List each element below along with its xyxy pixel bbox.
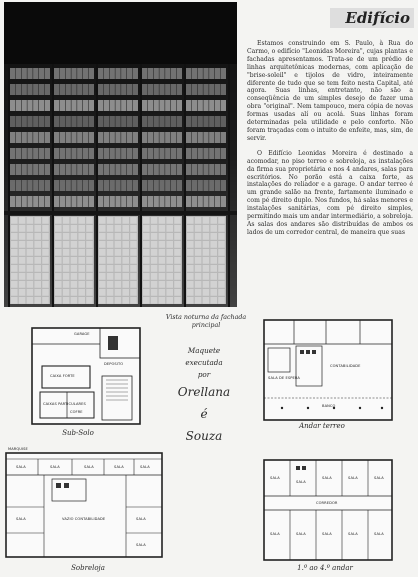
plan-label: BANCO <box>322 404 336 408</box>
facade-night-photo <box>4 2 237 307</box>
plan-label: VAZIO CONTABILIDADE <box>62 517 106 521</box>
article-text <box>247 40 413 237</box>
article-paragraph: O Edifício Leonidas Moreira é destinado a acomodar, no piso terreo e sobreloja, as instalações da firma sua proprietária e nos 4 andares, salas para escritórios. No porão está a caixa forte, as instalações do reliador e a garage. O andar terreo é um grande salão na frente, fartamente iluminado e com pé direito duplo. Nos fundos, há salas menores e instalações sanitárias, com pé direito simples, permitindo mais um andar intermediário, a sobreloja. As salas dos andares são distribuídas de ambos os lados de um corredor central, de maneira que suas <box>247 149 413 236</box>
plan-label: CAIXAS PARTICULARES <box>43 402 86 406</box>
plan-label: SALA DE ESPERA <box>268 376 300 380</box>
floor-plan-sobreloja <box>4 445 164 561</box>
plan-caption-subsolo: Sub-Solo <box>62 429 94 437</box>
model-credit-line: por <box>197 370 211 379</box>
plan-label: SALA <box>296 532 306 536</box>
floor-plan-subsolo <box>30 326 142 426</box>
floor-plan-terreo <box>262 318 394 422</box>
plan-label: SALA <box>374 476 384 480</box>
plan-label: MARQUISE <box>8 447 28 451</box>
plan-label: SALA <box>114 465 124 469</box>
article-paragraph: Estamos construindo em S. Paulo, à Rua do Carmo, o edifício "Leonidas Moreira", cujas plantas e fachadas apresentamos. Trata-se de um prédio de linhas arquitetônicas modernas, com aplicação de "brise-soleil" e tijolos de vidro, inteiramente diferente de tudo que se tem feito nesta Capital, até agora. Suas linhas, entretanto, não são a conseqüência de um simples desejo de fazer uma obra "original". Nem tampouco, mera cópia de novas formas usadas alí ou acolá. Suas linhas foram determinadas pela utilidade e pelo conforto. Não foram traçadas com o intuito de enfeite, mas, sim, de servir. <box>247 40 413 142</box>
plan-caption-sobreloja: Sobreloja <box>71 564 105 572</box>
plan-label: SALA <box>136 517 146 521</box>
facade-grid-illustration <box>4 2 237 307</box>
plan-label: SALA <box>50 465 60 469</box>
plan-label: DEPOSITO <box>104 362 124 366</box>
floor-plan-drawing <box>262 458 394 562</box>
plan-label: SALA <box>296 480 306 484</box>
model-credit-line: executada <box>185 358 223 367</box>
plan-label: SALA <box>16 465 26 469</box>
plan-label: CAIXA FORTE <box>50 374 75 378</box>
model-credit-line: Maquete <box>187 346 221 355</box>
model-credit-name: é <box>200 407 208 421</box>
plan-label: GARAGE <box>74 332 90 336</box>
plan-label: SALA <box>16 517 26 521</box>
plan-label: SALA <box>322 476 332 480</box>
plan-label: CONTABILIDADE <box>330 364 361 368</box>
plan-label: SALA <box>270 476 280 480</box>
model-credit <box>164 345 244 447</box>
plan-label: SALA <box>348 532 358 536</box>
plan-label: SALA <box>374 532 384 536</box>
plan-caption-terreo: Andar terreo <box>299 422 345 430</box>
model-credit-name: Souza <box>185 429 223 443</box>
plan-label: SALA <box>136 543 146 547</box>
plan-label: SALA <box>322 532 332 536</box>
plan-caption-andar: 1.º ao 4.º andar <box>297 564 353 572</box>
plan-label: SALA <box>140 465 150 469</box>
plan-label: COFRE <box>70 410 83 414</box>
photo-caption: Vista noturna da fachada principal <box>165 314 247 329</box>
floor-plan-andar <box>262 458 394 562</box>
plan-label: SALA <box>84 465 94 469</box>
section-title: Edifício <box>330 8 414 28</box>
plan-label: SALA <box>348 476 358 480</box>
plan-label: CORREDOR <box>316 501 338 505</box>
floor-plan-drawing <box>30 326 142 426</box>
plan-label: SALA <box>270 532 280 536</box>
model-credit-name: Orellana <box>177 385 231 399</box>
